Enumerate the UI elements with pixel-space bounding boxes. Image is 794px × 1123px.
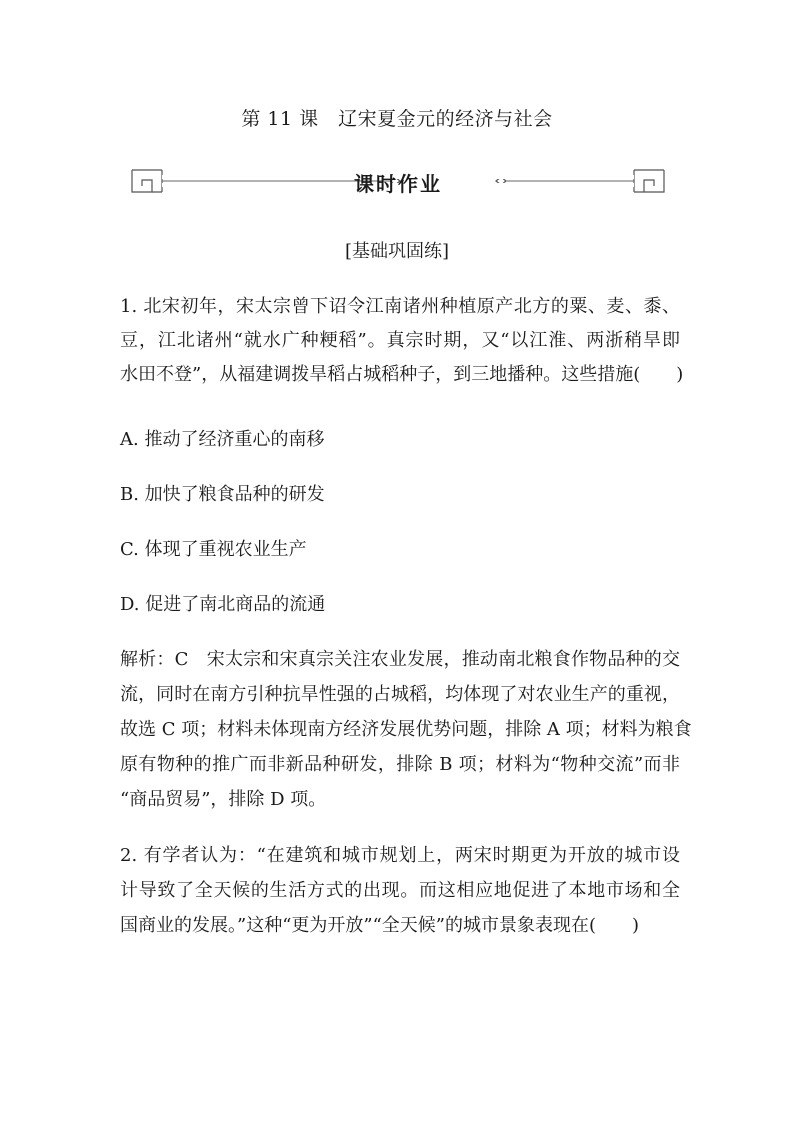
analysis-line: 解析：C 宋太宗和宋真宗关注农业发展，推动南北粮食作物品种的交 <box>120 649 680 670</box>
question-2-stem <box>120 838 680 943</box>
banner-label: 课时作业 <box>354 172 442 196</box>
question-1-line: 豆，江北诸州“就水广种粳稻”。真宗时期，又“以江淮、两浙稍旱即 <box>120 330 680 351</box>
question-1-line: 1. 北宋初年，宋太宗曾下诏令江南诸州种植原产北方的粟、麦、黍、 <box>120 296 680 317</box>
question-1-option-b: B. 加快了粮食品种的研发 <box>120 484 325 505</box>
analysis-line: 原有物种的推广而非新品种研发，排除 B 项；材料为“物种交流”而非 <box>120 754 680 775</box>
question-2-line: 计导致了全天候的生活方式的出现。而这相应地促进了本地市场和全 <box>120 880 680 901</box>
analysis-line: 故选 C 项；材料未体现南方经济发展优势问题，排除 A 项；材料为粮食 <box>120 719 692 740</box>
section-heading: [基础巩固练] <box>344 241 450 262</box>
question-1-option-a: A. 推动了经济重心的南移 <box>120 429 325 450</box>
lesson-title: 第 11 课 辽宋夏金元的经济与社会 <box>241 108 553 130</box>
analysis-line: “商品贸易”，排除 D 项。 <box>120 789 327 810</box>
question-1-stem <box>120 290 684 392</box>
homework-banner <box>128 164 668 198</box>
question-1-line: 水田不登”，从福建调拨旱稻占城稻种子，到三地播种。这些措施( ) <box>120 364 684 385</box>
analysis-line: 流，同时在南方引种抗旱性强的占城稻，均体现了对农业生产的重视， <box>120 684 680 705</box>
question-2-line: 国商业的发展。”这种“更为开放”“全天候”的城市景象表现在( ) <box>120 915 640 936</box>
question-2-line: 2. 有学者认为：“在建筑和城市规划上，两宋时期更为开放的城市设 <box>120 845 680 866</box>
question-1-option-c: C. 体现了重视农业生产 <box>120 539 307 560</box>
question-1-analysis <box>120 642 692 817</box>
question-1-option-d: D. 促进了南北商品的流通 <box>120 594 326 615</box>
